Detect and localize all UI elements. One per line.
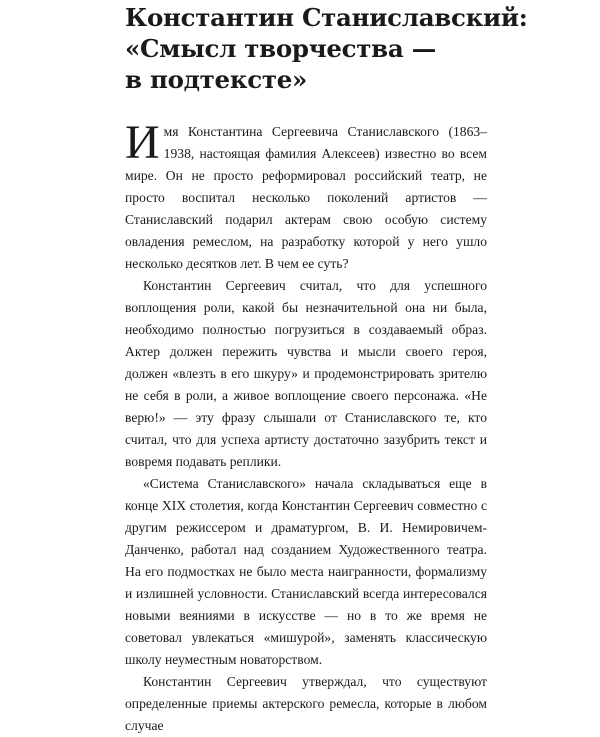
article-title (125, 0, 528, 95)
title-line-3: в подтексте» (125, 65, 308, 94)
drop-cap: И (125, 116, 160, 169)
article-body (125, 116, 487, 737)
paragraph-1-text: мя Константина Сергеевича Станиславского (1863–1938, настоящая фамилия Алексеев) известно во всем мире. Он не просто реформировал российский театр, не просто воспитал несколько поколений артистов — Станиславский подарил актерам свою особую систему овладения ремеслом, на разработку которой у него ушло несколько десятков лет. В чем ее суть? (125, 124, 487, 271)
paragraph-3: «Система Станиславского» начала складываться еще в конце XIX столетия, когда Константин Сергеевич совместно с другим режиссером и драматургом, В. И. Немировичем-Данченко, работал над созданием Художественного театра. На его подмостках не было места наигранности, формализму и излишней условности. Станиславский всегда интересовался новыми веяниями в искусстве — но в то же время не советовал увлекаться «мишурой», заменять классическую школу неуместным новаторством. (125, 476, 487, 667)
paragraph-4: Константин Сергеевич утверждал, что существуют определенные приемы актерского ремесла, которые в любом случае (125, 674, 487, 733)
paragraph-2: Константин Сергеевич считал, что для успешного воплощения роли, какой бы незначительной она ни была, необходимо полностью погрузиться в создаваемый образ. Актер должен пережить чувства и мысли своего героя, должен «влезть в его шкуру» и продемонстрировать зрителю не себя в роли, а живое воплощение своего персонажа. «Не верю!» — эту фразу слышали от Станиславского те, кто считал, что для успеха артисту достаточно зазубрить текст и вовремя подавать реплики. (125, 278, 487, 469)
article-page (125, 0, 528, 737)
title-line-2: «Смысл творчества — (125, 34, 436, 63)
title-line-1: Константин Станиславский: (125, 3, 528, 32)
paragraph-1 (125, 116, 487, 275)
